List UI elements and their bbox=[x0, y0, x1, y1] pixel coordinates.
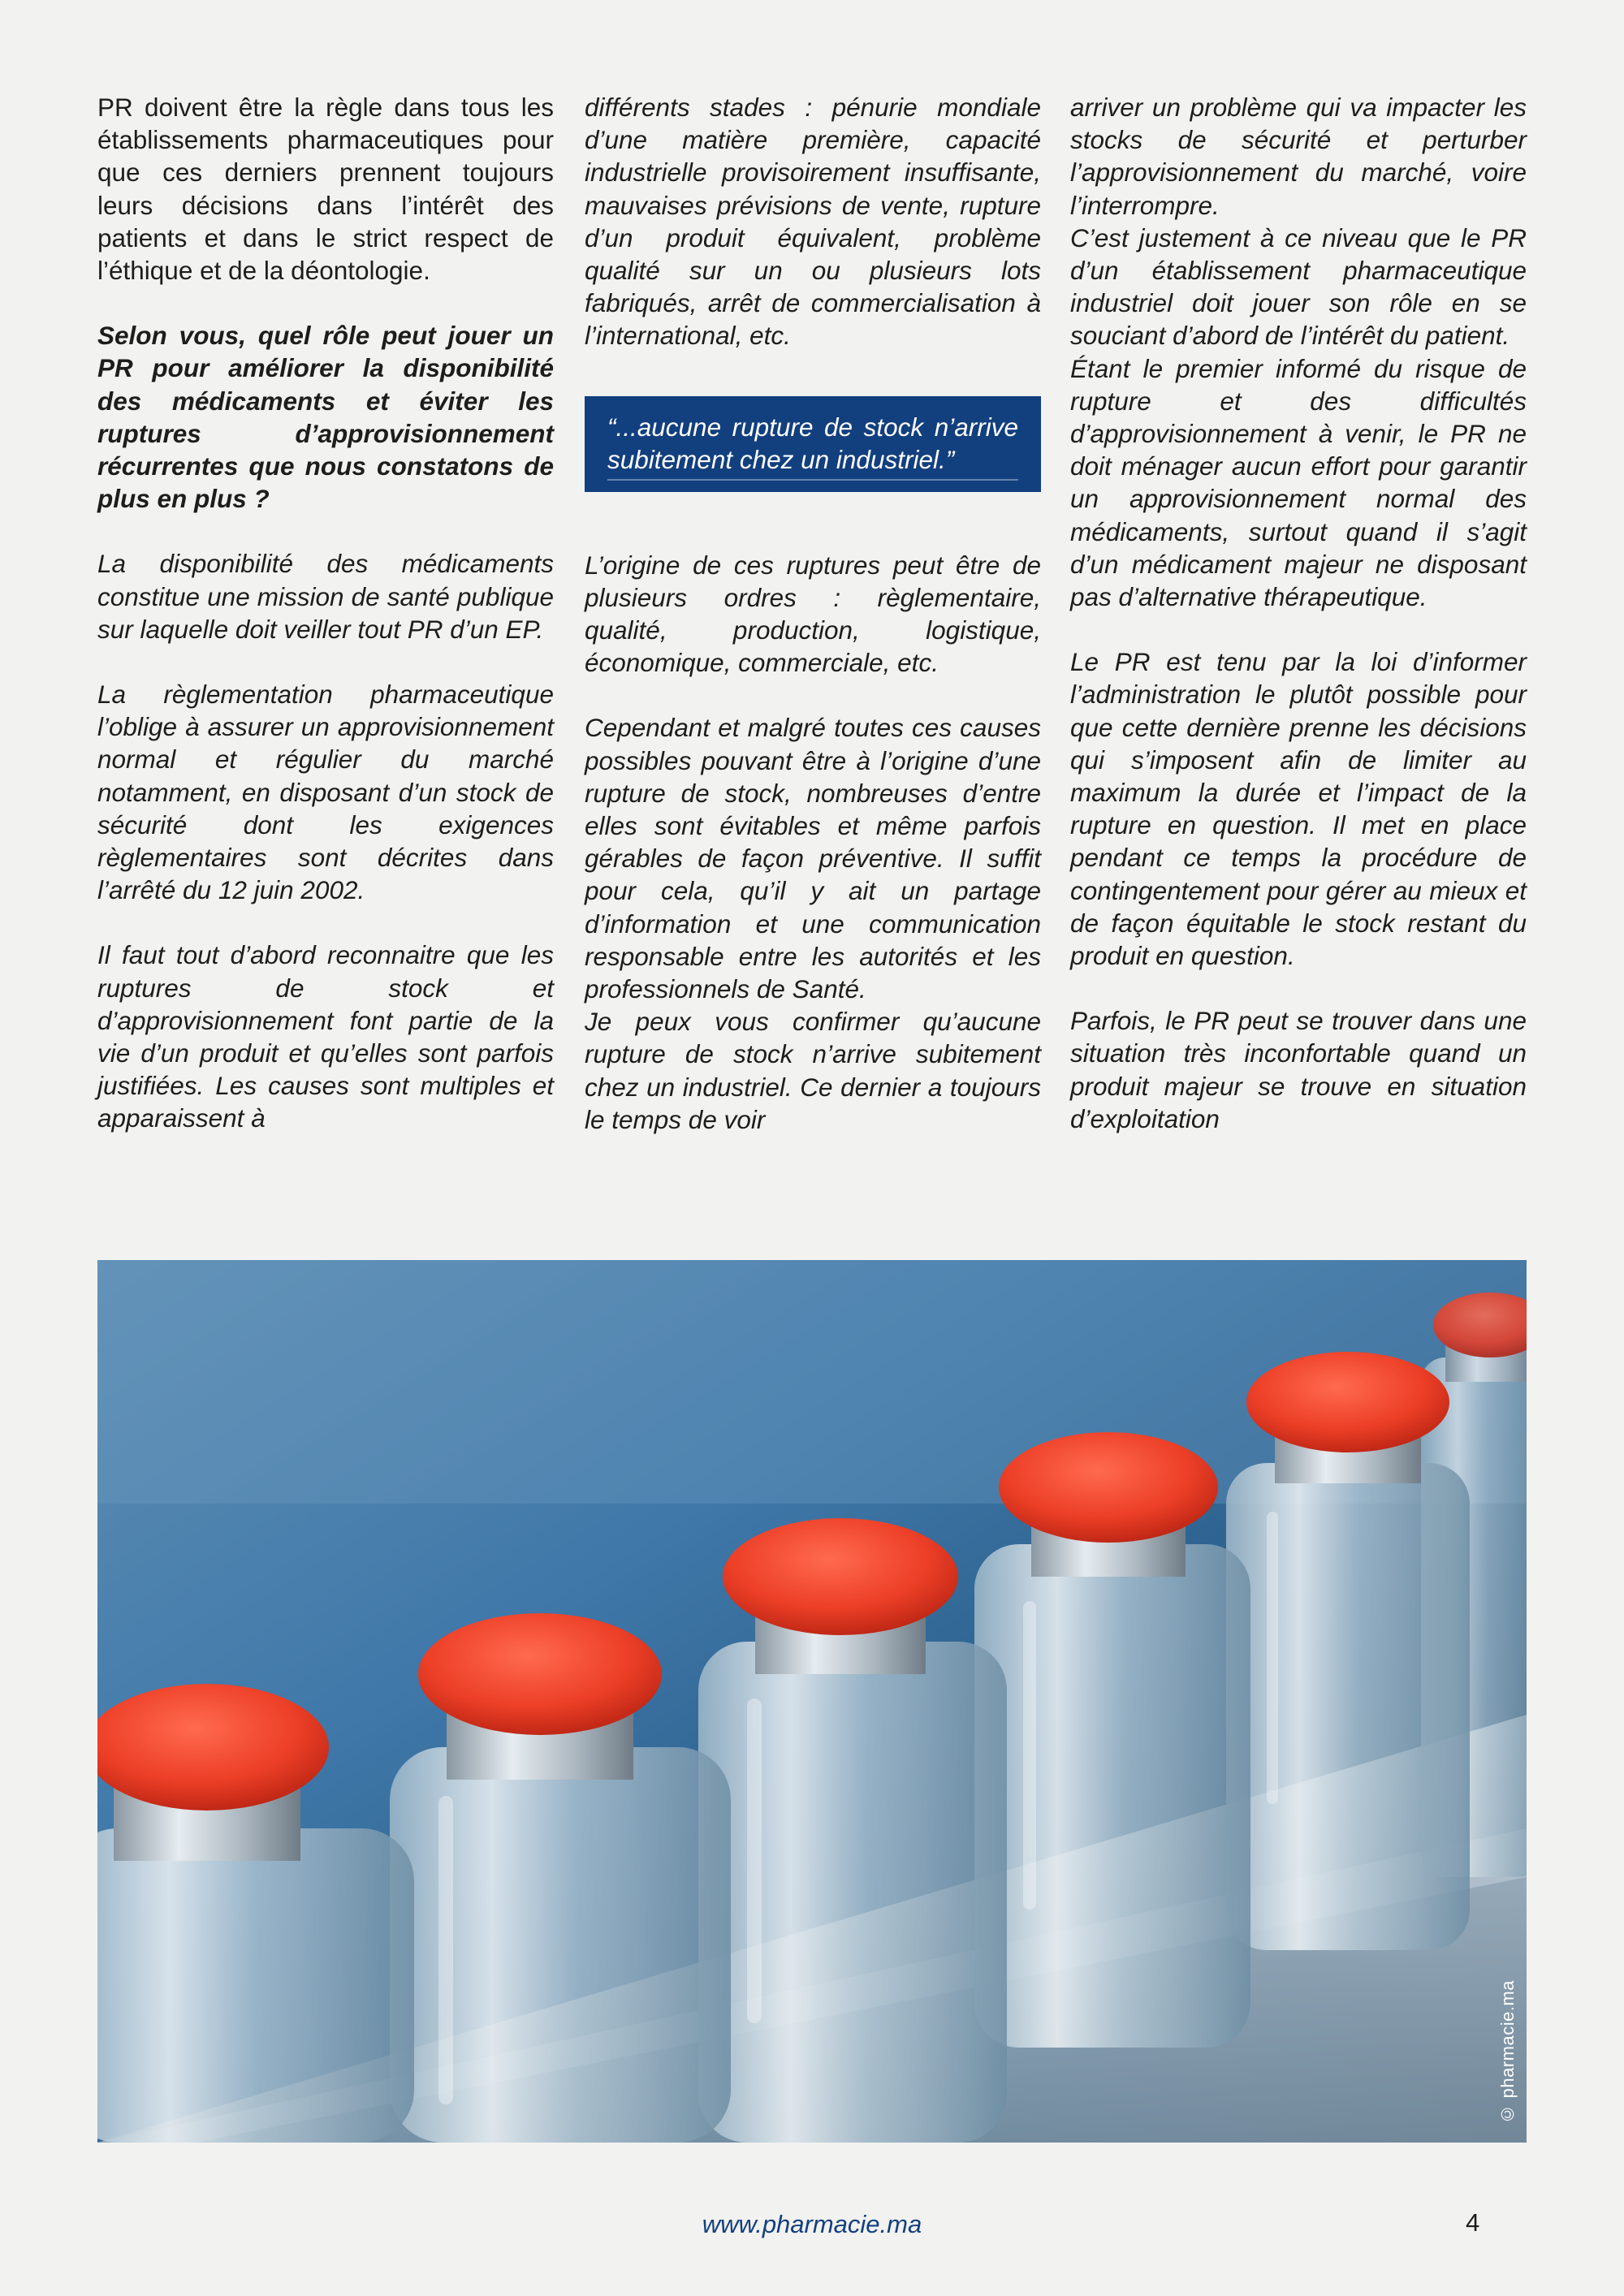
paragraph: Étant le premier informé du risque de rupture et des difficultés d’approvisionnement à venir, le PR ne doit ménager aucun effort pour garantir un approvisionnement normal des médicaments, surtout quand il s’agit d’un médicament majeur ne disposant pas d’alternative thérapeutique. bbox=[1070, 353, 1527, 612]
paragraph: Il faut tout d’abord reconnaitre que les ruptures de stock et d’approvisionnement font partie de la vie d’un produit et qu’elles sont parfois justifiées. Les causes sont multiples et apparaissent à bbox=[97, 940, 554, 1133]
paragraph: Le PR est tenu par la loi d’informer l’administration le plutôt possible pour que cette dernière prenne les décisions qui s’imposent afin de limiter au maximum la durée et l’impact de la rupture en question. Il met en place pendant ce temps la procédure de contingentement pour gérer au mieux et de façon équitable le stock restant du produit en question. bbox=[1070, 647, 1527, 971]
paragraph: La disponibilité des médicaments constitue une mission de santé publique sur laquelle doit veiller tout PR d’un EP. bbox=[97, 549, 554, 644]
vials-illustration bbox=[97, 1260, 1527, 2143]
paragraph: PR doivent être la règle dans tous les établissements pharmaceutiques pour que ces derniers prennent toujours leurs décisions dans l’intérêt des patients et dans le strict respect de l’éthique et de la déontologie. bbox=[97, 93, 554, 286]
pull-quote: “...aucune rupture de stock n’arrive subitement chez un industriel.” bbox=[585, 396, 1041, 492]
paragraph: Je peux vous confirmer qu’aucune rupture de stock n’arrive subitement chez un industriel. Ce dernier a toujours le temps de voir bbox=[585, 1007, 1041, 1134]
article-column-2 bbox=[585, 91, 1041, 1136]
paragraph: Parfois, le PR peut se trouver dans une situation très inconfortable quand un produit majeur se trouve en situation d’exploitation bbox=[1070, 1006, 1527, 1133]
photo-credit: © pharmacie.ma bbox=[1497, 1980, 1518, 2125]
article-column-1 bbox=[97, 91, 554, 1135]
paragraph: différents stades : pénurie mondiale d’une matière première, capacité industrielle provisoirement insuffisante, mauvaises prévisions de vente, rupture d’un produit équivalent, problème qualité sur un ou plusieurs lots fabriqués, arrêt de commercialisation à l’international, etc. bbox=[585, 93, 1041, 351]
paragraph: L’origine de ces ruptures peut être de plusieurs ordres : règlementaire, qualité, production, logistique, économique, commerciale, etc. bbox=[585, 550, 1041, 678]
paragraph: Cependant et malgré toutes ces causes possibles pouvant être à l’origine d’une rupture de stock, nombreuses d’entre elles sont évitables et même parfois gérables de façon préventive. Il suffit pour cela, qu’il y ait un partage d’information et une communication responsable entre les autorités et les professionnels de Santé. bbox=[585, 713, 1041, 1004]
vials-photo bbox=[97, 1260, 1527, 2143]
interview-question: Selon vous, quel rôle peut jouer un PR pour améliorer la disponibilité des médicaments et éviter les ruptures d’approvisionnement récurrentes que nous constatons de plus en plus ? bbox=[97, 321, 554, 514]
footer-url[interactable]: www.pharmacie.ma bbox=[702, 2210, 922, 2238]
paragraph: C’est justement à ce niveau que le PR d’un établissement pharmaceutique industriel doit jouer son rôle en se souciant d’abord de l’intérêt du patient. bbox=[1070, 222, 1527, 351]
paragraph: arriver un problème qui va impacter les stocks de sécurité et perturber l’approvisionnement du marché, voire l’interrompre. bbox=[1070, 93, 1527, 220]
article-column-3 bbox=[1070, 91, 1527, 1135]
paragraph: La règlementation pharmaceutique l’oblige à assurer un approvisionnement normal et régulier du marché notamment, en disposant d’un stock de sécurité dont les exigences règlementaires sont décrites dans l’arrêté du 12 juin 2002. bbox=[97, 680, 554, 905]
page-number: 4 bbox=[1466, 2208, 1480, 2237]
